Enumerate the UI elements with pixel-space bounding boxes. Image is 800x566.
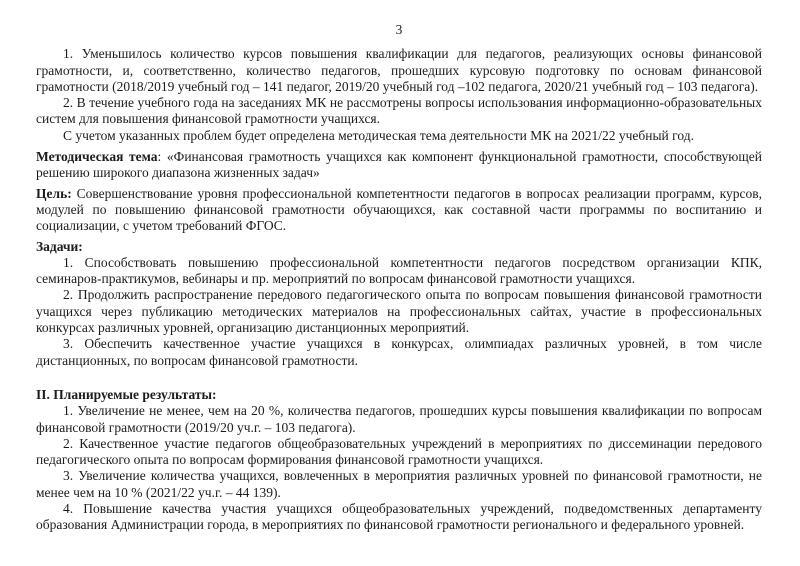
goal-text: Совершенствование уровня профессиональной компетентности педагогов в вопросах реализации программ, курсов, модулей по повышению финансовой грамотности обучающихся, как составной части программы по воспитанию и социализации, с учетом требований ФГОС. [36,185,762,234]
tasks-heading-label: Задачи: [36,238,83,254]
result-item-3: 3. Увеличение количества учащихся, вовлеченных в мероприятия различных уровней по финансовой грамотности, не менее чем на 10 % (2021/22 уч.г. – 44 139). [36,468,762,500]
method-theme-text: : «Финансовая грамотность учащихся как компонент функциональной грамотности, способствующей решению широкого диапазона жизненных задач» [36,149,762,181]
result-item-2: 2. Качественное участие педагогов общеобразовательных учреждений в мероприятиях по диссеминации передового педагогического опыта по вопросам формирования финансовой грамотности учащихся. [36,435,762,468]
results-heading-label: II. Планируемые результаты: [36,386,217,402]
task-item-1: 1. Способствовать повышению профессиональной компетентности педагогов посредством организации КПК, семинаров-практикумов, вебинары и пр. мероприятий по вопросам финансовой грамотности учащихся. [36,254,762,287]
goal-paragraph [36,186,762,235]
results-heading [36,387,762,403]
goal-label: Цель: [36,185,72,201]
intro-paragraph-2: 2. В течение учебного года на заседаниях МК не рассмотрены вопросы использования информационно-образовательных систем для повышения финансовой грамотности учащихся. [36,95,762,127]
task-item-3: 3. Обеспечить качественное участие учащихся в конкурсах, олимпиадах различных уровней, в том числе дистанционных, по вопросам финансовой грамотности. [36,336,762,368]
result-item-4: 4. Повышение качества участия учащихся общеобразовательных учреждений, подведомственных департаменту образования Администрации города, в мероприятиях по финансовой грамотности регионального и федерального уровней. [36,501,762,533]
intro-paragraph-3: С учетом указанных проблем будет определена методическая тема деятельности МК на 2021/22 учебный год. [63,127,694,143]
method-theme-paragraph [36,149,762,182]
method-theme-label: Методическая тема [36,149,158,165]
intro-paragraph-1: 1. Уменьшилось количество курсов повышения квалификации для педагогов, реализующих основы финансовой грамотности, и, соответственно, количество педагогов, прошедших курсовую подготовку по основам финансовой грамотности (2018/2019 учебный год – 141 педагог, 2019/20 учебный год –102 педагога, 2020/21 учебный год – 103 педагога). [36,46,762,94]
tasks-heading [36,239,762,255]
page-number: 3 [395,22,403,37]
result-item-1: 1. Увеличение не менее, чем на 20 %, количества педагогов, прошедших курсы повышения квалификации по вопросам финансовой грамотности (2019/20 уч.г. – 103 педагога). [36,403,762,435]
task-item-2: 2. Продолжить распространение передового педагогического опыта по вопросам повышения финансовой грамотности учащихся через публикацию методических материалов на профессиональных сайтах, участие в профессиональных конкурсах различных уровней, организацию дистанционных мероприятий. [36,287,762,336]
